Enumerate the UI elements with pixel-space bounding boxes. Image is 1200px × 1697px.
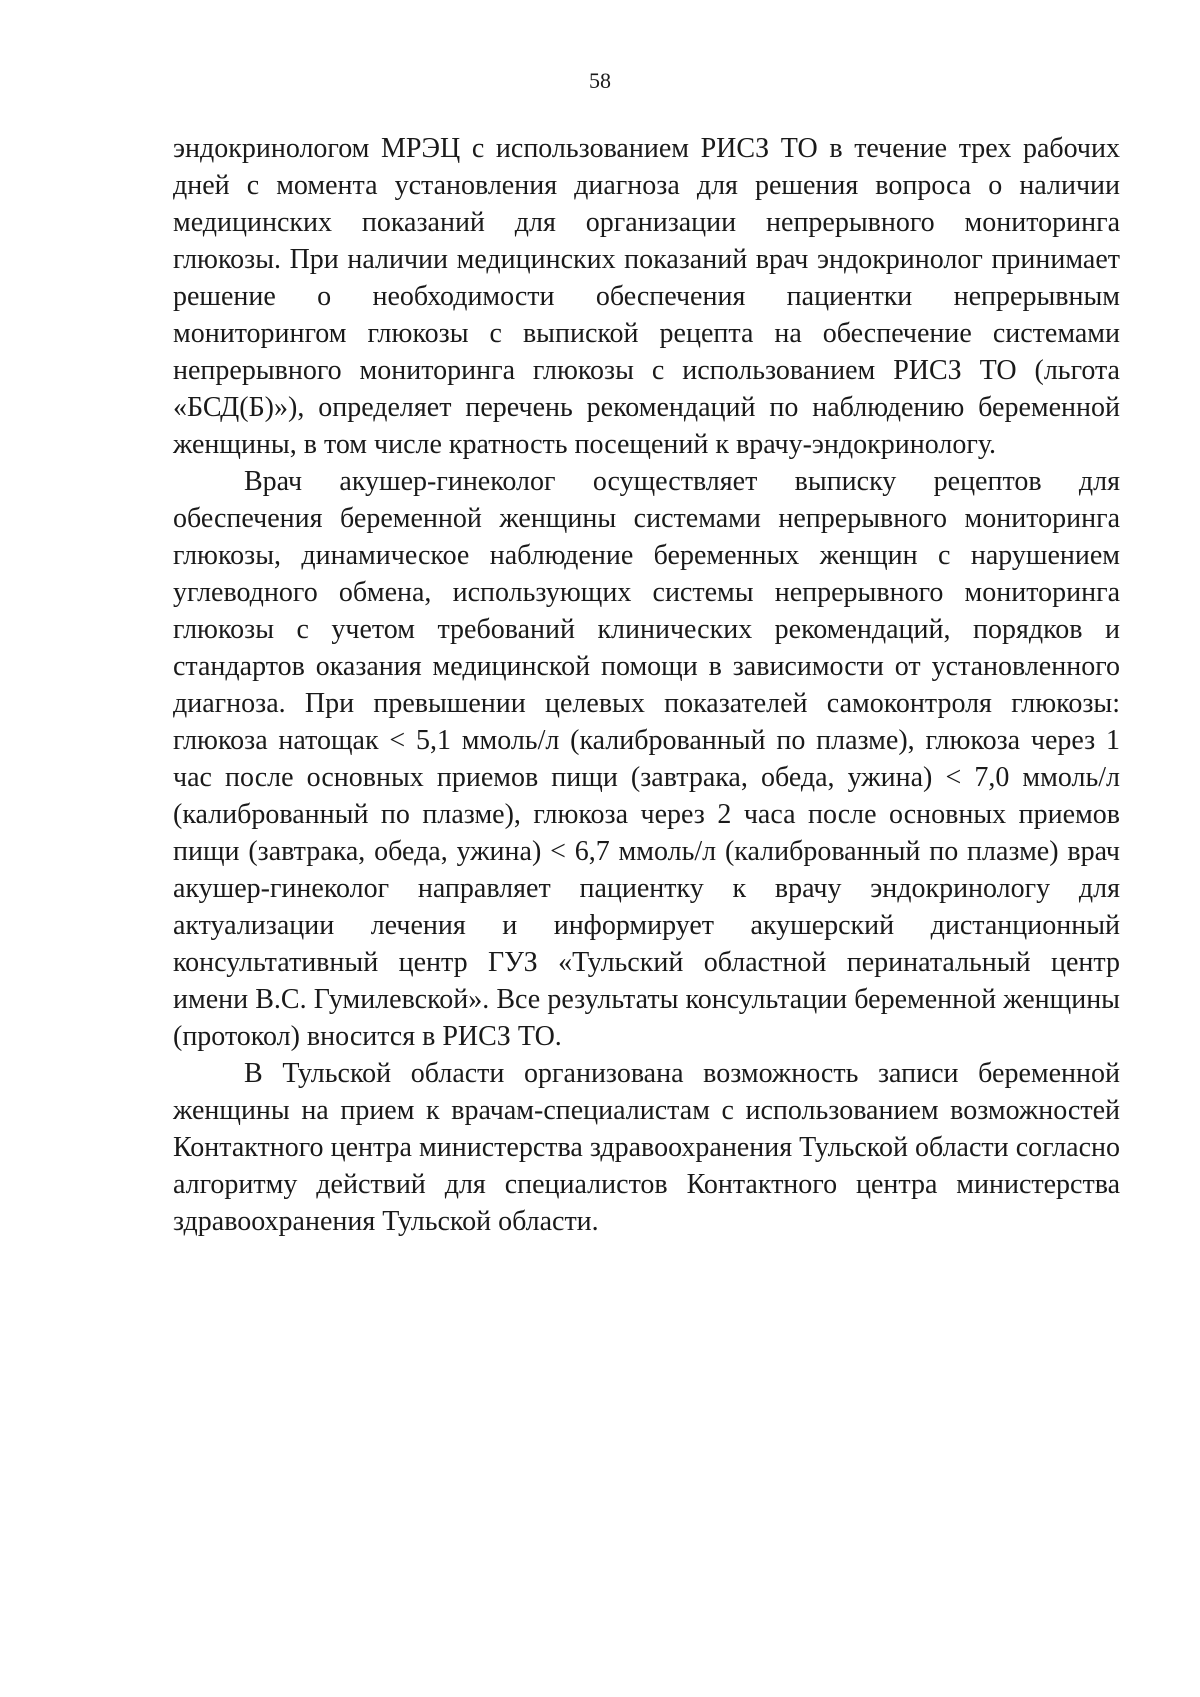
page-number: 58 <box>589 68 611 93</box>
paragraph-obstetrician: Врач акушер-гинеколог осуществляет выписку рецептов для обеспечения беременной женщины системами непрерывного мониторинга глюкозы, динамическое наблюдение беременных женщин с нарушением углеводного обмена, использующих системы непрерывного мониторинга глюкозы с учетом требований клинических рекомендаций, порядков и стандартов оказания медицинской помощи в зависимости от установленного диагноза. При превышении целевых показателей самоконтроля глюкозы: глюкоза натощак < 5,1 ммоль/л (калиброванный по плазме), глюкоза через 1 час после основных приемов пищи (завтрака, обеда, ужина) < 7,0 ммоль/л (калиброванный по плазме), глюкоза через 2 часа после основных приемов пищи (завтрака, обеда, ужина) < 6,7 ммоль/л (калиброванный по плазме) врач акушер-гинеколог направляет пациентку к врачу эндокринологу для актуализации лечения и информирует акушерский дистанционный консультативный центр ГУЗ «Тульский областной перинатальный центр имени В.С. Гумилевской». Все результаты консультации беременной женщины (протокол) вносится в РИСЗ ТО. <box>173 466 1120 1052</box>
paragraph-continuation: эндокринологом МРЭЦ с использованием РИСЗ ТО в течение трех рабочих дней с момента установления диагноза для решения вопроса о наличии медицинских показаний для организации непрерывного мониторинга глюкозы. При наличии медицинских показаний врач эндокринолог принимает решение о необходимости обеспечения пациентки непрерывным мониторингом глюкозы с выпиской рецепта на обеспечение системами непрерывного мониторинга глюкозы с использованием РИСЗ ТО (льгота «БСД(Б)»), определяет перечень рекомендаций по наблюдению беременной женщины, в том числе кратность посещений к врачу-эндокринологу. <box>173 133 1120 460</box>
document-body <box>173 130 1120 1240</box>
paragraph-contact-center: В Тульской области организована возможность записи беременной женщины на прием к врачам-специалистам с использованием возможностей Контактного центра министерства здравоохранения Тульской области согласно алгоритму действий для специалистов Контактного центра министерства здравоохранения Тульской области. <box>173 1058 1120 1237</box>
